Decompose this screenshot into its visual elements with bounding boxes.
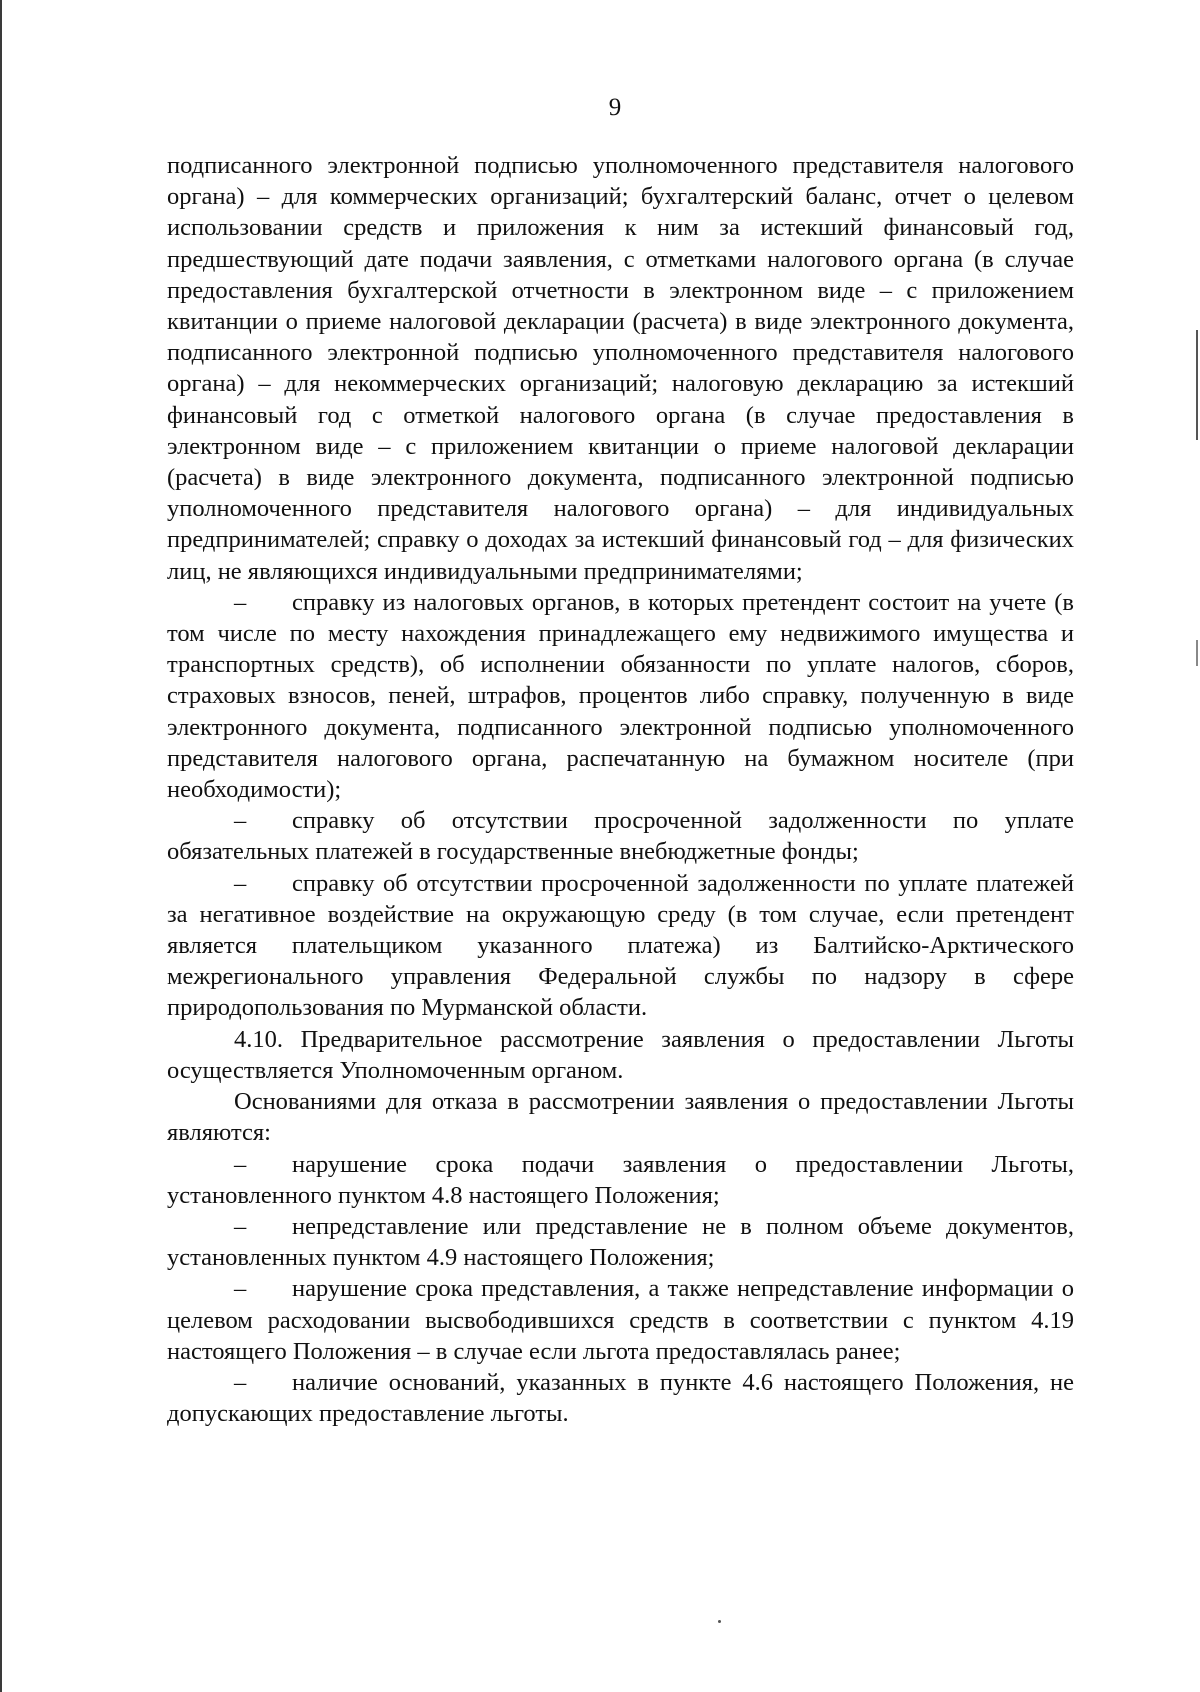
list-item-extrabudgetary-funds — [167, 805, 1074, 867]
dash-marker: – — [234, 1150, 247, 1178]
dash-marker: – — [234, 807, 247, 835]
list-item-incomplete-documents — [167, 1211, 1074, 1273]
list-item-text: нарушение срока представления, а также непредставление информации о целевом расходовании высвободившихся средств в соответствии с пунктом 4.19 настоящего Положения – в случае если льгота предоставлялась ранее; — [167, 1275, 1074, 1365]
dash-marker: – — [234, 1275, 247, 1303]
list-item-reporting-violation — [167, 1273, 1074, 1367]
dash-marker: – — [234, 1368, 247, 1396]
list-item-text: непредставление или представление не в полном объеме документов, установленных пунктом 4.9 настоящего Положения; — [167, 1212, 1074, 1272]
list-item-tax-certificate — [167, 587, 1074, 805]
paragraph-refusal-grounds: Основаниями для отказа в рассмотрении заявления о предоставлении Льготы являются: — [167, 1088, 1074, 1147]
list-item-text: нарушение срока подачи заявления о предоставлении Льготы, установленного пунктом 4.8 настоящего Положения; — [167, 1150, 1074, 1209]
dash-marker: – — [234, 1212, 247, 1240]
paragraph-4-10: 4.10. Предварительное рассмотрение заявления о предоставлении Льготы осуществляется Уполномоченным органом. — [167, 1025, 1074, 1084]
paragraph-continuation: подписанного электронной подписью уполномоченного представителя налогового органа) – для коммерческих организаций; бухгалтерский баланс, отчет о целевом использовании средств и приложения к ним за истекший финансовый год, предшествующий дате подачи заявления, с отметками налогового органа (в случае предоставления бухгалтерской отчетности в электронном виде – с приложением квитанции о приеме налоговой декларации (расчета) в виде электронного документа, подписанного электронной подписью уполномоченного представителя налогового органа) – для некоммерческих организаций; налоговую декларацию за истекший финансовый год с отметкой налогового органа (в случае предоставления в электронном виде – с приложением квитанции о приеме налоговой декларации (расчета) в виде электронного документа, подписанного электронной подписью уполномоченного представителя налогового органа) – для индивидуальных предпринимателей; справку о доходах за истекший финансовый год – для физических лиц, не являющихся индивидуальными предпринимателями; — [167, 152, 1074, 585]
list-item-environmental-payments — [167, 868, 1074, 1024]
dash-marker: – — [234, 869, 247, 897]
list-item-text: справку об отсутствии просроченной задолженности по уплате платежей за негативное воздействие на окружающую среду (в том случае, если претендент является плательщиком указанного платежа) из Балтийско-Арктического межрегионального управления Федеральной службы по надзору в сфере природопользования по Мурманской области. — [167, 869, 1074, 1022]
list-item-text: справку об отсутствии просроченной задолженности по уплате обязательных платежей в государственные внебюджетные фонды; — [167, 807, 1074, 866]
page-number: 9 — [608, 94, 622, 121]
document-body — [167, 150, 1074, 1429]
scan-mark-right-lower — [1196, 640, 1198, 666]
list-item-text: наличие оснований, указанных в пункте 4.6 настоящего Положения, не допускающих предоставление льготы. — [167, 1368, 1074, 1428]
scan-edge-left — [0, 0, 2, 1692]
dash-marker: – — [234, 588, 247, 616]
scan-dot — [718, 1620, 721, 1623]
list-item-grounds-4-6 — [167, 1367, 1074, 1429]
list-item-deadline-violation — [167, 1149, 1074, 1211]
list-item-text: справку из налоговых органов, в которых претендент состоит на учете (в том числе по месту нахождения принадлежащего ему недвижимого имущества и транспортных средств), об исполнении обязанности по уплате налогов, сборов, страховых взносов, пеней, штрафов, процентов либо справку, полученную в виде электронного документа, подписанного электронной подписью уполномоченного представителя налогового органа, распечатанную на бумажном носителе (при необходимости); — [167, 588, 1074, 804]
scan-mark-right — [1196, 330, 1198, 440]
